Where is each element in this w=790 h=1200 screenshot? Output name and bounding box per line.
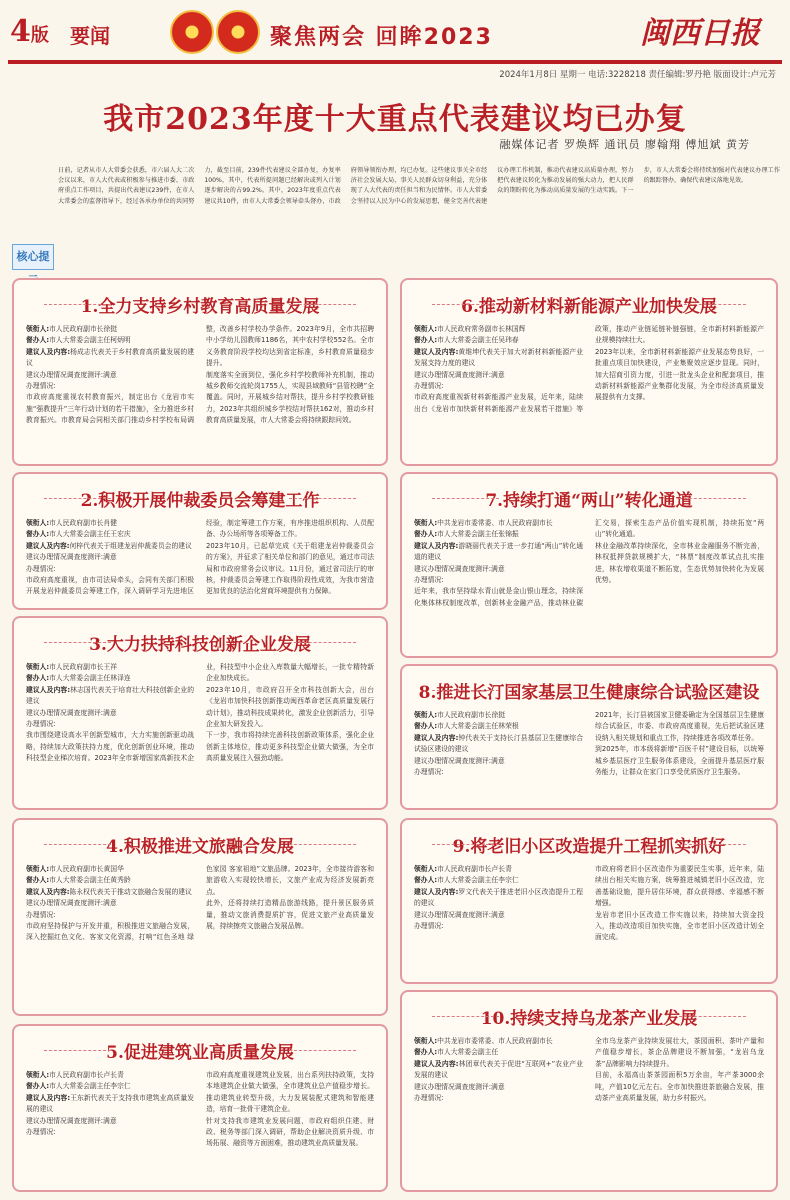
card-title: 7.持续打通“两山”转化通道 <box>402 486 776 510</box>
suggestion-card-1 <box>12 278 388 466</box>
field-text: 近年来，我市坚持绿水青山就是金山银山理念，持续深化集体林权制度改革，创新林业金融产品，推动林业碳汇交易，探索生态产品价值实现机制，持续拓宽“两山”转化通道。 <box>414 519 764 607</box>
field-text: 办理情况: <box>26 1128 56 1137</box>
card-title: 10.持续支持乌龙茶产业发展 <box>402 1004 776 1028</box>
card-paragraph <box>26 324 194 335</box>
field-text: 建议办理情况调查度测评:满意 <box>414 1082 505 1091</box>
field-text: 建议办理情况调查度测评:满意 <box>26 370 117 379</box>
card-paragraph <box>595 744 764 778</box>
field-text: 2023年10月，市政府召开全市科技创新大会，出台《龙岩市加快科技创新推动闽西革命老区高质量发展行动计划》，推动科技成果转化，激发企业创新活力，引导企业加大研发投入。 <box>206 685 374 729</box>
field-text: 林团章代表关于促进“互联网+”农业产业发展的建议 <box>414 1059 583 1080</box>
field-text: 市人大常委会副主任李宗仁 <box>49 1082 131 1091</box>
card-title: 8.推进长汀国家基层卫生健康综合试验区建设 <box>402 678 776 702</box>
field-text: 办理情况: <box>26 720 56 729</box>
card-paragraph <box>595 1070 764 1104</box>
card-body <box>414 864 764 974</box>
field-label: 领衔人: <box>26 865 50 873</box>
field-text: 市人大常委会副主任柯炳明 <box>49 336 131 345</box>
card-paragraph <box>414 710 583 721</box>
field-label: 建议人及内容: <box>414 1059 459 1068</box>
page-number-value: 4 <box>10 14 31 49</box>
field-text: 建议办理情况调查度测评:满意 <box>26 708 117 717</box>
field-label: 督办人: <box>414 1048 438 1057</box>
field-text: 市人大常委会副主任林泽连 <box>49 674 131 683</box>
field-text: 中共龙岩市委常委、市人民政府副市长 <box>437 1037 553 1045</box>
field-text: 建议办理情况调查度测评:满意 <box>26 553 117 562</box>
field-text: 市人民政府常务副市长林国辉 <box>437 325 526 333</box>
field-text: 2023年10月，已起草完成《关于组建龙岩仲裁委员会的方案》，并征求了相关单位和部门的意见，通过市司法局和市政府常务会议审议。11月份，通过省司法厅的审核，仲裁委员会筹建工作取得阶段性成效，为我市营造更加优良的法治化营商环境提供有力保障。 <box>206 541 374 596</box>
field-label: 领衔人: <box>414 325 438 333</box>
field-text: 目前，永福高山茶茶园面积5万余亩，年产茶3000余吨，产值10亿元左右。全市加快推进茶旅融合发展，推动茶产业高质量发展，助力乡村振兴。 <box>595 1071 764 1103</box>
card-paragraph <box>26 347 194 370</box>
issue-info: 2024年1月8日 星期一 电话:3228218 责任编辑:罗丹艳 版面设计:卢元芳 <box>499 70 776 80</box>
core-tip-label: 核心提 <box>12 244 54 270</box>
field-label: 领衔人: <box>414 711 438 719</box>
card-paragraph <box>26 662 194 673</box>
field-label: 领衔人: <box>26 519 50 527</box>
card-paragraph <box>206 730 374 764</box>
card-paragraph <box>26 719 194 730</box>
field-text: 市政府高度重视农村教育振兴，制定出台《龙岩市实施“强教提升”三年行动计划的若干措施》，全力推进乡村教育振兴。市教育局会同相关部门推动乡村学校布局调整，改善乡村学校办学条件。2023年9月，全市共招聘中小学幼儿园教师1186名，其中农村学校552名。全市义务教育阶段学校均达到省定标准，乡村教育质量稳步提升。 <box>26 325 374 425</box>
field-text: 办理情况: <box>26 910 56 919</box>
field-label: 督办人: <box>414 722 438 731</box>
suggestion-card-4 <box>12 818 388 1016</box>
card-body <box>26 1070 374 1182</box>
masthead <box>0 0 790 96</box>
field-text: 陈永权代表关于推动文旅融合发展的建议 <box>69 887 192 896</box>
suggestion-card-7 <box>400 472 778 658</box>
field-label: 建议人及内容: <box>26 347 71 356</box>
card-paragraph <box>26 1127 194 1138</box>
field-label: 领衔人: <box>414 519 438 527</box>
card-paragraph <box>26 381 194 392</box>
card-paragraph <box>26 552 194 563</box>
field-label: 领衔人: <box>26 325 50 333</box>
card-paragraph <box>595 910 764 944</box>
field-label: 建议人及内容: <box>414 541 459 550</box>
suggestion-card-10 <box>400 990 778 1192</box>
card-paragraph <box>414 875 583 886</box>
card-paragraph <box>26 910 194 921</box>
field-text: 市人民政府副市长卢长青 <box>437 865 512 873</box>
field-text: 林业金融改革持续深化，全市林业金融服务不断完善，林权抵押贷款规模扩大，“林票”制度改革试点扎实推进，林农增收渠道不断拓宽，生态优势加快转化为发展优势。 <box>595 541 764 585</box>
card-paragraph <box>26 887 194 898</box>
field-label: 建议人及内容: <box>414 347 459 356</box>
field-text: 林志国代表关于培育壮大科技创新企业的建议 <box>26 685 195 706</box>
card-paragraph <box>206 1116 374 1150</box>
lead-paragraph: 日前，记者从市人大常委会获悉，市六届人大二次会议以来，市人大代表或积极参与推进市委、市政府重点工作项目，共提出代表建议239件，在市人大常委会的监督指导下，经过各承办单位的共同努力，截至目前，239件代表建议全部办复，办复率100%，其中，代表所提问题已经解决或列入计划逐步解决的占99.2%。其中，2023年度重点代表建议共10件，由市人大常委会领导牵头督办，市政府领导领衔办理，均已办复。这些建议事关全市经济社会发展大局，事关人民群众切身利益，充分体现了人大代表的责任担当和为民情怀。市人大常委会坚持以人民为中心的发展思想，健全完善代表建议办理工作机制，推动代表建议高质量办理，努力把代表建议转化为推动发展的强大动力，把人民群众的期盼转化为推动高质量发展的生动实践。下一步，市人大常委会将持续加强对代表建议办理工作的跟踪督办，确保代表建议落地见效。 <box>58 167 780 205</box>
card-body <box>26 662 374 800</box>
field-text: 罗文代表关于推进老旧小区改造提升工程的建议 <box>414 887 584 908</box>
field-text: 办理情况: <box>26 564 56 573</box>
field-text: 市人大常委会副主任林荣根 <box>437 722 519 731</box>
card-paragraph <box>414 721 583 732</box>
card-paragraph <box>26 898 194 909</box>
field-text: 市人大常委会副主任黄秀龄 <box>49 876 131 885</box>
national-emblem-icon <box>170 10 214 54</box>
card-paragraph <box>26 864 194 875</box>
card-paragraph <box>414 1093 583 1104</box>
field-text: 市人民政府副市长徐挺 <box>49 325 118 333</box>
card-paragraph <box>414 564 583 575</box>
field-label: 建议人及内容: <box>26 1093 71 1102</box>
card-paragraph <box>414 575 583 586</box>
card-title: 6.推动新材料新能源产业加快发展 <box>402 292 776 316</box>
card-title: 2.积极开展仲裁委员会筹建工作 <box>14 486 386 510</box>
card-paragraph <box>206 370 374 427</box>
field-text: 建议办理情况调查度测评:满意 <box>414 756 505 765</box>
card-paragraph <box>414 733 583 756</box>
card-paragraph <box>414 529 583 540</box>
card-paragraph <box>414 1082 583 1093</box>
card-body <box>26 864 374 1006</box>
card-body <box>414 518 764 648</box>
field-text: 建议办理情况调查度测评:满意 <box>414 910 505 919</box>
newspaper-logo: 闽西日报 <box>640 16 760 51</box>
card-paragraph <box>26 564 194 575</box>
masthead-divider <box>8 60 782 64</box>
field-text: 办理情况: <box>414 768 444 777</box>
field-label: 督办人: <box>26 1082 50 1091</box>
suggestion-card-6 <box>400 278 778 466</box>
card-paragraph <box>414 921 583 932</box>
card-paragraph <box>414 370 583 381</box>
card-paragraph <box>26 685 194 708</box>
field-text: 市政府高度重视建筑业发展，出台系列扶持政策，支持本地建筑企业做大做强，全市建筑业总产值稳步增长。推动建筑业转型升级，大力发展装配式建筑和智能建造，培育一批骨干建筑企业。 <box>206 1071 374 1114</box>
card-paragraph <box>26 673 194 684</box>
card-paragraph <box>26 335 194 346</box>
field-text: 市人大常委会副主任吴玮春 <box>437 336 519 345</box>
card-paragraph <box>414 756 583 767</box>
field-label: 建议人及内容: <box>414 733 459 742</box>
card-paragraph <box>414 381 583 392</box>
card-paragraph <box>26 1093 194 1116</box>
field-label: 建议人及内容: <box>26 887 70 896</box>
field-text: 游晓丽代表关于进一步打通“两山”转化通道的建议 <box>414 541 584 562</box>
field-text: 针对支持我市建筑业发展问题，市政府组织住建、财政、税务等部门深入调研，帮助企业解决资质升级、市场拓展、融资等方面困难，推动建筑业高质量发展。 <box>206 1116 374 1148</box>
card-body <box>414 1036 764 1182</box>
field-text: 中共龙岩市委常委、市人民政府副市长 <box>437 519 553 527</box>
byline: 融媒体记者 罗焕辉 通讯员 廖翰翔 傅旭斌 黄芳 <box>499 138 750 151</box>
field-text: 市人民政府副市长徐挺 <box>437 711 506 719</box>
card-paragraph <box>414 1036 583 1047</box>
card-body <box>26 324 374 456</box>
card-title: 1.全力支持乡村教育高质量发展 <box>14 292 386 316</box>
field-text: 何梓代表关于组建龙岩仲裁委员会的建议 <box>69 541 192 550</box>
card-paragraph <box>414 335 583 346</box>
card-paragraph <box>414 518 583 529</box>
field-label: 督办人: <box>26 674 50 683</box>
field-text: 下一步，我市将持续完善科技创新政策体系，强化企业创新主体地位，推动更多科技型企业做大做强，为全市高质量发展注入强劲动能。 <box>206 731 374 763</box>
suggestion-card-3 <box>12 616 388 810</box>
card-title: 5.促进建筑业高质量发展 <box>14 1038 386 1062</box>
field-text: 王东新代表关于支持我市建筑业高质量发展的建议 <box>26 1093 195 1114</box>
field-text: 市人民政府副市长黄国华 <box>49 865 124 873</box>
field-text: 办理情况: <box>414 1094 444 1103</box>
field-text: 办理情况: <box>26 382 56 391</box>
card-paragraph <box>595 347 764 404</box>
field-text: 制度落实全面到位，强化乡村学校教师补充机制，推动城乡教师交流轮岗1755人，实现县域教师“县管校聘”全覆盖。同时，开展城乡结对帮扶，提升乡村学校教研能力，2023年共组织城乡学校结对帮扶162对，推动乡村教育高质量发展，市人大常委会将持续跟踪问效。 <box>206 370 374 425</box>
field-text: 到2025年，市本级将新增“百医千村”建设目标，以统筹城乡基层医疗卫生服务体系建设，全面提升基层医疗服务能力，让群众在家门口享受优质医疗卫生服务。 <box>595 745 764 777</box>
card-paragraph <box>26 1116 194 1127</box>
card-paragraph <box>414 347 583 370</box>
field-text: 2021年，长汀县被国家卫健委确定为全国基层卫生健康综合试验区，市委、市政府高度重视，先后把试验区建设纳入相关规划和重点工作，持续推进各项改革任务。 <box>595 711 764 742</box>
suggestion-card-9 <box>400 818 778 984</box>
card-title: 3.大力扶持科技创新企业发展 <box>14 630 386 654</box>
card-paragraph <box>26 541 194 552</box>
field-text: 市人大常委会副主任 <box>437 1048 499 1057</box>
card-body <box>26 518 374 600</box>
field-text: 市人大常委会副主任张锦振 <box>437 530 519 539</box>
suggestion-card-8 <box>400 664 778 810</box>
field-label: 建议人及内容: <box>414 887 459 896</box>
field-label: 督办人: <box>26 530 50 539</box>
field-text: 办理情况: <box>414 576 444 585</box>
page-number <box>10 14 49 49</box>
card-paragraph <box>206 685 374 731</box>
card-paragraph <box>595 864 764 910</box>
field-label: 领衔人: <box>26 1071 50 1079</box>
card-paragraph <box>26 1081 194 1092</box>
field-text: 办理情况: <box>414 382 444 391</box>
field-text: 市人大常委会副主任王宏庆 <box>49 530 131 539</box>
card-paragraph <box>414 324 583 335</box>
card-paragraph <box>595 710 764 744</box>
party-emblem-icon <box>216 10 260 54</box>
card-paragraph <box>206 541 374 598</box>
field-label: 督办人: <box>414 876 438 885</box>
field-text: 建议办理情况调查度测评:满意 <box>26 1116 117 1125</box>
card-body <box>414 324 764 456</box>
card-paragraph <box>414 1047 583 1058</box>
card-paragraph <box>206 898 374 932</box>
field-label: 督办人: <box>414 336 438 345</box>
field-text: 市政府高度重视，由市司法局牵头，会同有关部门积极开展龙岩仲裁委员会筹建工作，深入调研学习先进地区经验，制定筹建工作方案，有序推进组织机构、人员配备、办公场所等各项筹备工作。 <box>26 519 374 596</box>
section-name: 要闻 <box>70 24 110 48</box>
field-text: 市人民政府副市长卢长青 <box>49 1071 124 1079</box>
field-text: 市政府高度重视新材料新能源产业发展，近年来，陆续出台《龙岩市加快新材料新能源产业发展若干措施》等政策，推动产业链延链补链强链，全市新材料新能源产业规模持续壮大。 <box>414 325 764 413</box>
page-suffix: 版 <box>30 25 49 46</box>
field-label: 督办人: <box>26 336 50 345</box>
field-label: 督办人: <box>414 530 438 539</box>
page-headline: 我市2023年度十大重点代表建议均已办复 <box>103 102 687 137</box>
card-title: 9.将老旧小区改造提升工程抓实抓好 <box>402 832 776 856</box>
field-text: 杨成志代表关于乡村教育高质量发展的建议 <box>26 347 195 368</box>
field-label: 领衔人: <box>26 663 50 671</box>
field-label: 建议人及内容: <box>26 541 70 550</box>
field-text: 钟代表关于支持长汀县基层卫生健康综合试验区建设的建议 <box>414 733 584 754</box>
field-text: 全市乌龙茶产业持续发展壮大，茶园面积、茶叶产量和产值稳步增长，茶企品牌建设不断加强，“龙岩乌龙茶”品牌影响力持续提升。 <box>595 1037 764 1068</box>
field-text: 市人民政府副市长肖健 <box>49 519 118 527</box>
suggestion-card-5 <box>12 1024 388 1192</box>
field-text: 办理情况: <box>414 922 444 931</box>
section-banner: 聚焦两会 回眸2023 <box>270 25 493 50</box>
card-title: 4.积极推进文旅融合发展 <box>14 832 386 856</box>
card-paragraph <box>26 708 194 719</box>
card-paragraph <box>414 767 583 778</box>
card-paragraph <box>414 887 583 910</box>
card-paragraph <box>26 875 194 886</box>
field-text: 黄维坤代表关于加大对新材料新能源产业发展支持力度的建议 <box>414 347 584 368</box>
card-paragraph <box>26 370 194 381</box>
field-text: 建议办理情况调查度测评:满意 <box>414 370 505 379</box>
field-text: 市人大常委会副主任李宗仁 <box>437 876 519 885</box>
card-paragraph <box>414 1059 583 1082</box>
field-text: 市政府坚持保护与开发并重，积极推进文旅融合发展，深入挖掘红色文化、客家文化资源，打响“红色圣地 绿色家园 客家祖地”文旅品牌。2023年，全市接待游客和旅游收入实现较快增长，文旅产业成为经济发展新亮点。 <box>26 865 374 942</box>
field-text: 建议办理情况调查度测评:满意 <box>414 564 505 573</box>
field-label: 督办人: <box>26 876 50 885</box>
card-paragraph <box>414 864 583 875</box>
card-paragraph <box>206 1070 374 1116</box>
card-paragraph <box>595 541 764 587</box>
field-text: 建议办理情况调查度测评:满意 <box>26 899 117 908</box>
field-text: 市人民政府副市长王祥 <box>49 663 118 671</box>
field-label: 建议人及内容: <box>26 685 71 694</box>
card-paragraph <box>414 541 583 564</box>
field-text: 2023年以来，全市新材料新能源产业发展态势良好，一批重点项目加快建设，产业集聚效应逐步显现。同时，加大招商引资力度，引进一批龙头企业和配套项目，推动新材料新能源产业集群化发展，为全市经济高质量发展提供有力支撑。 <box>595 347 764 402</box>
card-body <box>414 710 764 800</box>
field-text: 龙岩市老旧小区改造工作实施以来，持续加大资金投入，推动改造项目加快实施，全市老旧小区改造计划全面完成。 <box>595 910 764 942</box>
card-paragraph <box>26 1070 194 1081</box>
field-text: 我市围绕建设高水平创新型城市，大力实施创新驱动战略，持续加大政策扶持力度，优化创新创业环境，推动科技型企业梯次培育。2023年全市新增国家高新技术企业，科技型中小企业入库数量大幅增长，一批专精特新企业加快成长。 <box>26 663 374 763</box>
card-paragraph <box>595 1036 764 1070</box>
field-text: 市政府将老旧小区改造作为重要民生实事，近年来，陆续出台相关实施方案，统筹推进城镇老旧小区改造，完善基础设施，提升居住环境，群众获得感、幸福感不断增强。 <box>595 865 764 908</box>
field-label: 领衔人: <box>414 1037 438 1045</box>
card-paragraph <box>26 518 194 529</box>
field-label: 领衔人: <box>414 865 438 873</box>
card-paragraph <box>414 910 583 921</box>
suggestion-card-2 <box>12 472 388 610</box>
field-text: 此外，还将持续打造精品旅游线路，提升景区服务质量，推动文旅消费提质扩容，促进文旅产业高质量发展，持续擦亮文旅融合发展品牌。 <box>206 899 374 931</box>
card-paragraph <box>26 529 194 540</box>
